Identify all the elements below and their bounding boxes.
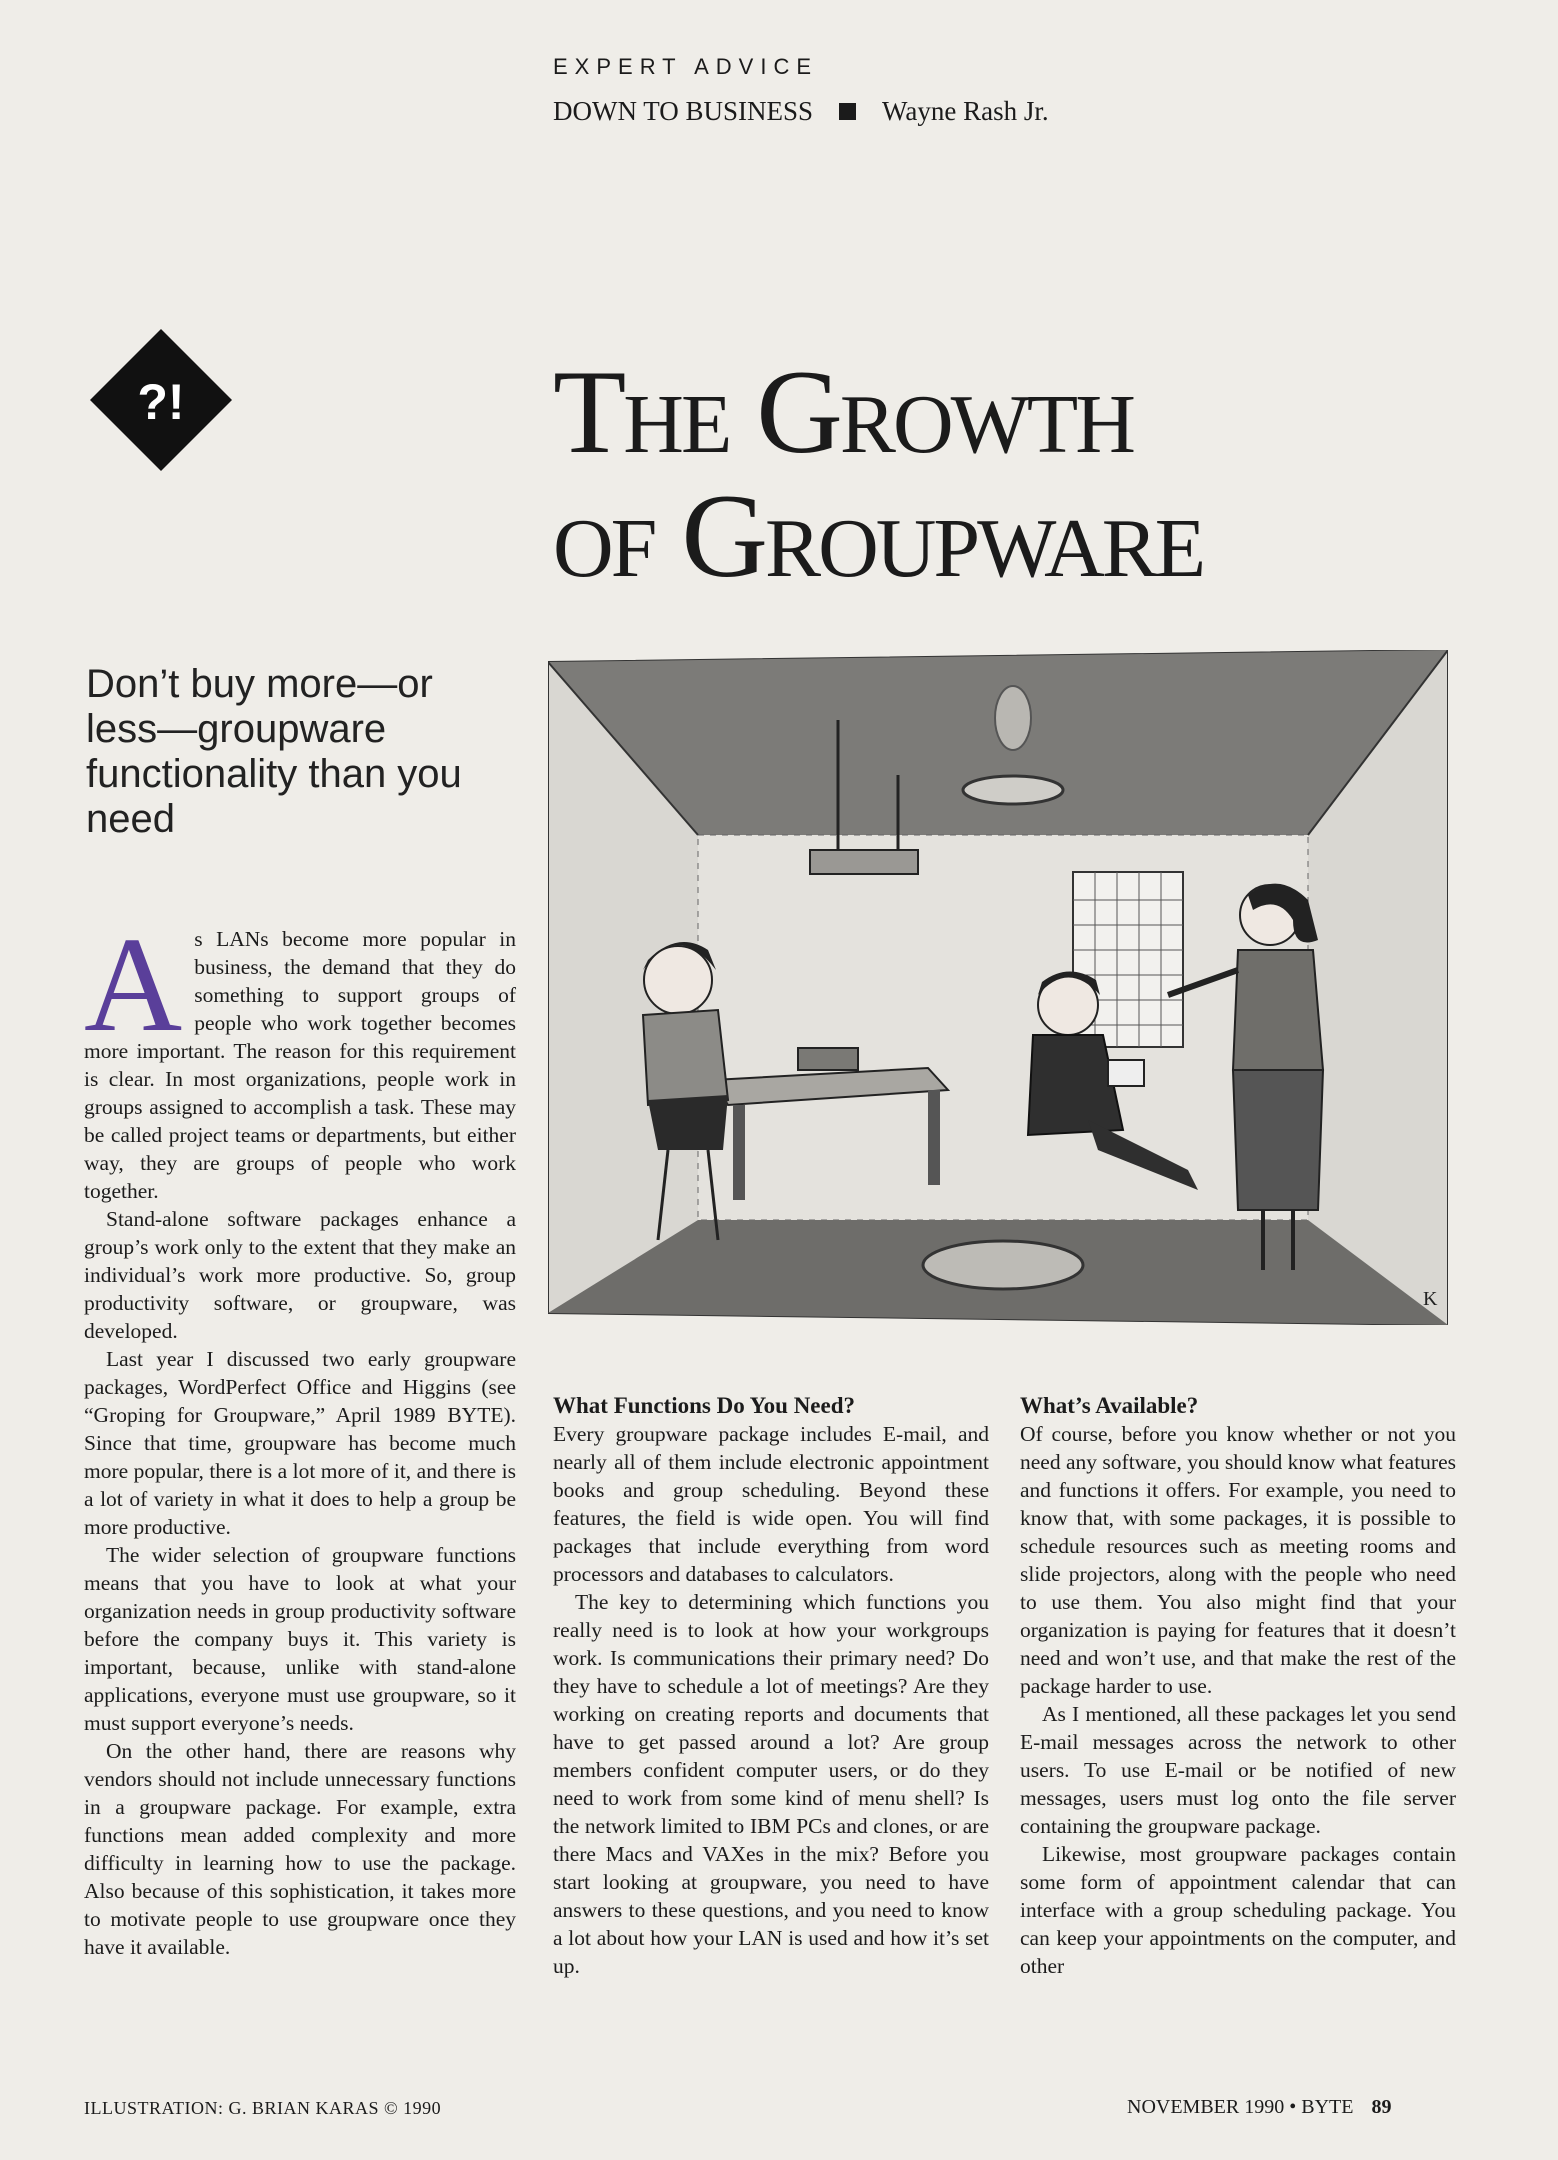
- author-name: Wayne Rash Jr.: [882, 96, 1049, 126]
- page-number: 89: [1371, 2096, 1392, 2118]
- title-line-2: of Groupware: [553, 469, 1204, 602]
- paragraph: Every groupware package includes E-mail, and nearly all of them include electronic appointment books and group scheduling. Beyond these features, the field is wide open. You will find packages that include everything from word processors and databases to calculators.: [553, 1422, 989, 1586]
- logo-symbol: ?!: [137, 374, 185, 430]
- body-column-2: [553, 1392, 989, 1980]
- page-footer: [1127, 2096, 1391, 2119]
- paragraph: Likewise, most groupware packages contain some form of appointment calendar that can interface with a group scheduling package. You can keep your appointments on the computer, and other: [1020, 1842, 1456, 1978]
- diamond-badge-icon: [88, 327, 234, 473]
- illustration-credit: ILLUSTRATION: G. BRIAN KARAS © 1990: [84, 2098, 442, 2118]
- paragraph: Of course, before you know whether or not you need any software, you should know what features and functions it offers. For example, you need to know that, with some packages, it is possible to schedule resources such as meeting rooms and slide projectors, along with the people who need to use them. You also might find that your organization is paying for features that it doesn’t need and won’t use, and that make the rest of the package harder to use.: [1020, 1422, 1456, 1698]
- byline: [553, 96, 1049, 127]
- paragraph: The key to determining which functions you really need is to look at how your workgroups work. Is communications their primary need? Do they have to schedule a lot of meetings? Are they working on creating reports and documents that have to get passed around a lot? Are group members confident computer users, or do they need to work from some kind of menu shell? Is the network limited to IBM PCs and clones, or are there Macs and VAXes in the mix? Before you start looking at groupware, you need to have answers to these questions, and you need to know a lot about how your LAN is used and how it’s set up.: [553, 1590, 989, 1978]
- paragraph: Stand-alone software packages enhance a group’s work only to the extent that they make an individual’s work more productive. So, group productivity software, or groupware, was developed.: [84, 1207, 516, 1343]
- section-kicker: EXPERT ADVICE: [553, 54, 819, 79]
- article-title: [553, 345, 1204, 602]
- paragraph: s LANs become more popular in business, the demand that they do something to support groups of people who work together becomes more important. The reason for this requirement is clear. In most organizations, people work in groups assigned to accomplish a task. These may be called project teams or departments, but either way, they are groups of people who work together.: [84, 927, 516, 1203]
- section-heading: What Functions Do You Need?: [553, 1393, 856, 1418]
- body-column-1: [84, 910, 516, 1961]
- article-deck: Don’t buy more—or less—groupware functionality than you need: [86, 662, 462, 841]
- paragraph: The wider selection of groupware functions means that you have to look at what your organization needs in group productivity software before the company buys it. This variety is important, because, unlike with stand-alone applications, everyone must use groupware, so it must support everyone’s needs.: [84, 1543, 516, 1735]
- office-illustration: [548, 650, 1448, 1325]
- paragraph: On the other hand, there are reasons why vendors should not include unnecessary functions in a groupware package. For example, extra functions mean added complexity and more difficulty in learning how to use the package. Also because of this sophistication, it takes more to motivate people to use groupware once they have it available.: [84, 1739, 516, 1959]
- artist-signature: K: [1423, 1288, 1438, 1310]
- ceiling-light: [963, 776, 1063, 804]
- body-column-3: [1020, 1392, 1456, 1980]
- column-name: DOWN TO BUSINESS: [553, 96, 814, 126]
- paragraph: Last year I discussed two early groupware packages, WordPerfect Office and Higgins (see “Groping for Groupware,” April 1989 BYTE). Since that time, groupware has become much more popular, there is a lot more of it, and there is a lot of variety in what it does to help a group be more productive.: [84, 1347, 516, 1539]
- ceiling: [548, 650, 1448, 835]
- title-line-1: The Growth: [553, 345, 1133, 478]
- hanging-lamp: [810, 850, 918, 874]
- drop-cap: A: [84, 910, 183, 1060]
- paragraph: As I mentioned, all these packages let you send E-mail messages across the network to other users. To use E-mail or be notified of new messages, users must log onto the file server containing the groupware package.: [1020, 1702, 1456, 1838]
- section-heading: What’s Available?: [1020, 1393, 1199, 1418]
- square-bullet-icon: [839, 103, 856, 120]
- issue-info: NOVEMBER 1990 • BYTE: [1127, 2096, 1354, 2118]
